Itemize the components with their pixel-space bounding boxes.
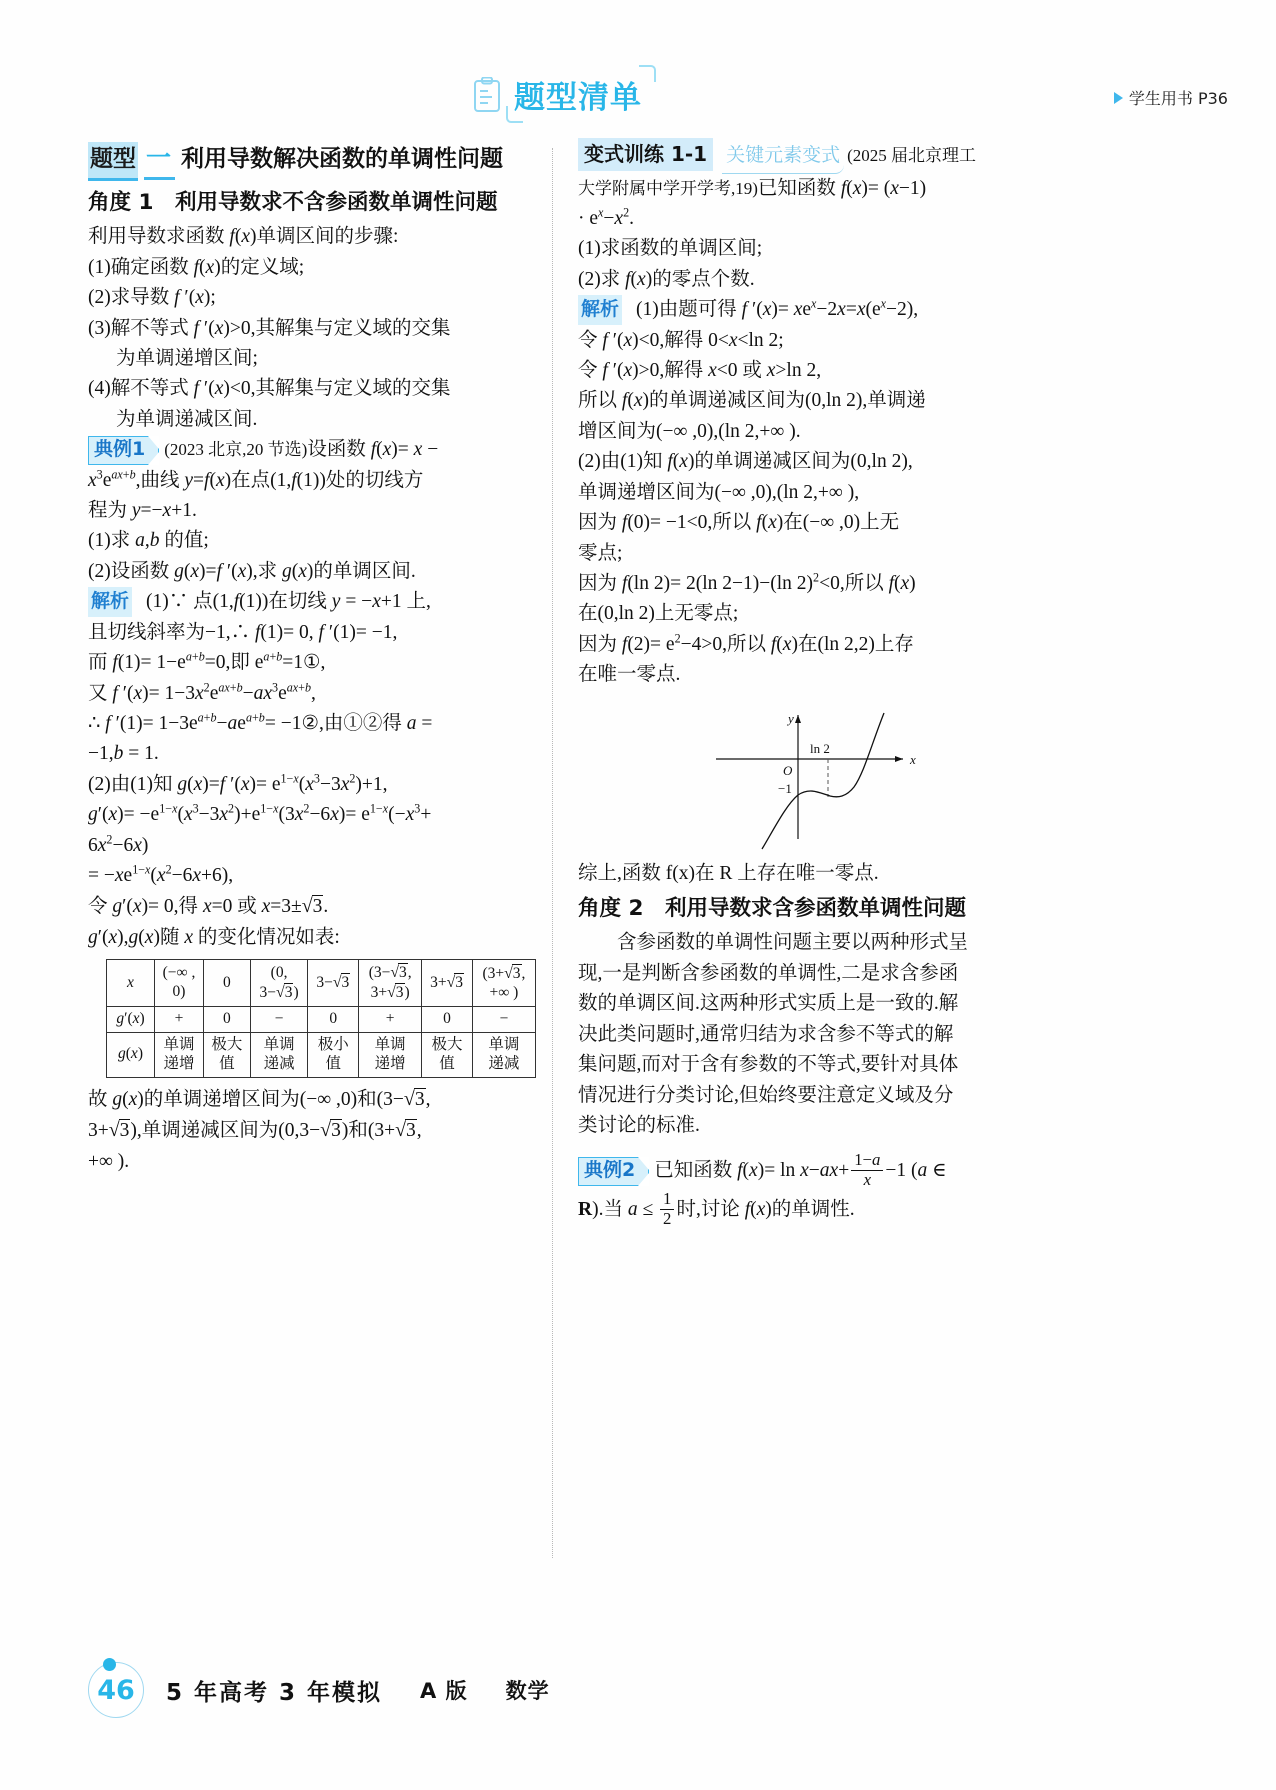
graph-x-label: x bbox=[910, 751, 916, 767]
step-4-cont: 为单调递减区间. bbox=[116, 408, 258, 430]
example1-line-3: 程为 y=−x+1. bbox=[88, 500, 197, 522]
section-title: 利用导数解决函数的单调性问题 bbox=[181, 146, 504, 172]
page-title bbox=[512, 72, 652, 117]
angle2-line-1: 含参函数的单调性问题主要以两种形式呈 bbox=[578, 932, 969, 954]
table-cell-x-2: 0 bbox=[204, 960, 251, 1007]
conclusion1-line-1: 故 g(x)的单调递增区间为(−∞ ,0)和(3−√3, bbox=[88, 1087, 431, 1110]
clipboard-icon bbox=[472, 77, 502, 113]
solution2-line-10: 因为 f(ln 2)= 2(ln 2−1)−(ln 2)$^2$<0,所以 f(x) bbox=[578, 570, 916, 594]
angle2-line-3: 数的单调区间.这两种形式实质上是一致的.解 bbox=[578, 993, 959, 1015]
solution2-line-8: 因为 f(0)= −1<0,所以 f(x)在(−∞ ,0)上无 bbox=[578, 512, 900, 534]
solution2-line-13: 在唯一零点. bbox=[578, 664, 681, 686]
variant-q1: (1)求函数的单调区间; bbox=[578, 238, 763, 260]
variation-table bbox=[106, 959, 536, 1078]
step-2: (2)求导数 f ′(x); bbox=[88, 287, 216, 309]
page-header bbox=[0, 72, 1276, 128]
table-cell-gp-2: 0 bbox=[204, 1006, 251, 1032]
table-cell-gp-5: + bbox=[359, 1006, 422, 1032]
solution2-line-11: 在(0,ln 2)上无零点; bbox=[578, 603, 739, 625]
solution2-line-4: 所以 f(x)的单调递减区间为(0,ln 2),单调递 bbox=[578, 390, 926, 412]
solution2-line-2: 令 f ′(x)<0,解得 0<x<ln 2; bbox=[578, 329, 784, 351]
solution1-line-7: (2)由(1)知 g(x)=f $'(x)= e^{1-x}(x^3-3x^2)+1$, bbox=[88, 771, 388, 795]
solution2-line-7: 单调递增区间为(−∞ ,0),(ln 2,+∞ ), bbox=[578, 481, 860, 503]
solution1-line-8: $g'(x)= -e^{1-x}(x^3-3x^2)+e^{1-x}(3x^2-6x)= e^{1-x}(-x^3+$ bbox=[88, 801, 432, 826]
table-cell-g-6: 极大 值 bbox=[422, 1032, 473, 1077]
variant-line-2: · $e^x-x^2$. bbox=[578, 205, 634, 230]
variant-q2: (2)求 f(x)的零点个数. bbox=[578, 268, 755, 290]
graph-ln2-label: ln 2 bbox=[810, 740, 830, 756]
conclusion1-line-3: +∞ ). bbox=[88, 1150, 130, 1172]
step-3: (3)解不等式 f ′(x)>0,其解集与定义域的交集 bbox=[88, 317, 451, 339]
two-column-body bbox=[0, 138, 1276, 1638]
footer-subject: 数学 bbox=[505, 1679, 550, 1703]
page-title-text: 题型清单 bbox=[514, 80, 642, 116]
solution2-line-9: 零点; bbox=[578, 542, 623, 564]
steps-intro: 利用导数求函数 f(x)单调区间的步骤: bbox=[88, 226, 399, 248]
step-4: (4)解不等式 f ′(x)<0,其解集与定义域的交集 bbox=[88, 378, 451, 400]
table-row-x bbox=[107, 960, 536, 1007]
angle2-line-5: 集问题,而对于含有参数的不等式,要针对具体 bbox=[578, 1054, 959, 1076]
example1-q1: (1)求 a,b 的值; bbox=[88, 530, 209, 552]
table-cell-g-4: 极小 值 bbox=[308, 1032, 359, 1077]
table-cell-gp-4: 0 bbox=[308, 1006, 359, 1032]
table-rowlabel-gprime: g′(x) bbox=[107, 1006, 155, 1032]
example1-badge: 典例1 bbox=[88, 436, 159, 465]
solution1-line-6: −1,b = 1. bbox=[88, 743, 159, 765]
table-cell-x-3: (0, 3−√3) bbox=[250, 960, 308, 1007]
variant-heading bbox=[578, 138, 1048, 174]
angle1-title: 角度 1 利用导数求不含参函数单调性问题 bbox=[88, 189, 498, 215]
variant-tag: 关键元素变式 bbox=[722, 141, 844, 174]
solution2-line-3: 令 f ′(x)>0,解得 x<0 或 x>ln 2, bbox=[578, 360, 822, 382]
angle2-line-4: 决此类问题时,通常归结为求含参不等式的解 bbox=[578, 1023, 954, 1045]
table-rowlabel-x: x bbox=[107, 960, 155, 1007]
function-graph-figure bbox=[578, 701, 1048, 851]
student-book-ref-text: 学生用书 P36 bbox=[1128, 89, 1228, 108]
jiexi-label-right: 解析 bbox=[578, 295, 622, 325]
table-row-gprime bbox=[107, 1006, 536, 1032]
solution2-line-1: 解析 (1)由题可得 f $'(x)= xe^x-2x=x(e^x-2)$, bbox=[578, 295, 1048, 325]
table-cell-gp-6: 0 bbox=[422, 1006, 473, 1032]
angle2-line-6: 情况进行分类讨论,但始终要注意定义域及分 bbox=[578, 1084, 954, 1106]
solution1-line-4: 又 f $'(x)= 1-3x^2e^{ax+b}-ax^3e^{ax+b}$, bbox=[88, 680, 316, 704]
variant-line-1: 大学附属中学开学考,19)已知函数 f(x)= (x−1) bbox=[578, 177, 927, 199]
solution1-line-12: g′(x),g(x)随 x 的变化情况如表: bbox=[88, 926, 340, 948]
table-cell-gp-7: − bbox=[472, 1006, 535, 1032]
example1-line: 典例1 (2023 北京,20 节选)设函数 f(x)= x − bbox=[88, 435, 558, 465]
table-cell-g-7: 单调 递减 bbox=[472, 1032, 535, 1077]
example1-line-2: $x^3e^{ax+b}$,曲线 y=f(x)在点(1,f(1))处的切线方 bbox=[88, 467, 424, 491]
right-column bbox=[578, 138, 1048, 1229]
solution1-line-5: ∴ f $'(1)= 1-3e^{a+b}-ae^{a+b}=$ −1②,由①②得 a = bbox=[88, 710, 433, 734]
table-row-g bbox=[107, 1032, 536, 1077]
step-1: (1)确定函数 f(x)的定义域; bbox=[88, 256, 305, 278]
function-graph-svg bbox=[688, 701, 938, 851]
table-cell-x-1: (−∞ , 0) bbox=[155, 960, 204, 1007]
angle2-title: 角度 2 利用导数求含参函数单调性问题 bbox=[578, 895, 966, 921]
angle2-line-7: 类讨论的标准. bbox=[578, 1114, 700, 1136]
table-cell-x-4: 3−√3 bbox=[308, 960, 359, 1007]
section-heading bbox=[88, 138, 558, 181]
arrow-right-icon bbox=[1114, 92, 1123, 104]
example2-badge: 典例2 bbox=[578, 1157, 649, 1186]
solution1-line-3: 而 $f(1)= 1-e^{a+b}=0$,即 $e^{a+b}=1①$, bbox=[88, 649, 326, 674]
angle2-line-2: 现,一是判断含参函数的单调性,二是求含参函 bbox=[578, 962, 959, 984]
solution1-line-1: 解析 (1)∵ 点(1,f(1))在切线 y = −x+1 上, bbox=[88, 587, 558, 617]
solution2-line-5: 增区间为(−∞ ,0),(ln 2,+∞ ). bbox=[578, 420, 801, 442]
table-rowlabel-g: g(x) bbox=[107, 1032, 155, 1077]
footer-edition: A 版 bbox=[420, 1679, 468, 1703]
header-title-badge bbox=[472, 72, 652, 117]
solution2-line-6: (2)由(1)知 f(x)的单调递减区间为(0,ln 2), bbox=[578, 451, 913, 473]
example1-q2: (2)设函数 g(x)=f ′(x),求 g(x)的单调区间. bbox=[88, 560, 416, 582]
step-3-cont: 为单调递增区间; bbox=[116, 348, 258, 370]
solution1-line-9: $6x^2-6x$) bbox=[88, 832, 149, 856]
section-tag: 题型 bbox=[88, 142, 138, 181]
table-cell-x-6: 3+√3 bbox=[422, 960, 473, 1007]
left-column bbox=[88, 138, 558, 1177]
table-cell-gp-3: − bbox=[250, 1006, 308, 1032]
corner-bracket-left-icon bbox=[506, 106, 523, 123]
footer-title: 5 年高考 3 年模拟 bbox=[166, 1679, 383, 1706]
table-cell-g-1: 单调 递增 bbox=[155, 1032, 204, 1077]
table-cell-gp-1: + bbox=[155, 1006, 204, 1032]
table-cell-g-2: 极大 值 bbox=[204, 1032, 251, 1077]
table-cell-g-3: 单调 递减 bbox=[250, 1032, 308, 1077]
solution1-line-2: 且切线斜率为−1,∴ f(1)= 0, f ′(1)= −1, bbox=[88, 621, 398, 643]
page-number-badge: 46 bbox=[88, 1662, 144, 1718]
section-number: 一 bbox=[144, 138, 175, 180]
table-cell-x-7: (3+√3, +∞ ) bbox=[472, 960, 535, 1007]
solution1-line-10: = $-xe^{1-x}(x^2-6x+6)$, bbox=[88, 862, 234, 886]
graph-minus-one-label: −1 bbox=[778, 780, 792, 796]
jiexi-label-left: 解析 bbox=[88, 587, 132, 617]
example2-line-2: R).当 a ≤ $\frac{1}{2}$ 时,讨论 f(x)的单调性. bbox=[578, 1188, 855, 1228]
graph-origin-label: O bbox=[783, 762, 793, 778]
corner-bracket-right-icon bbox=[639, 65, 656, 82]
solution2-line-12: 因为 $f(2)= e^2-4>0$,所以 f(x)在(ln 2,2)上存 bbox=[578, 631, 914, 655]
variant-source: (2025 届北京理工 bbox=[847, 146, 977, 165]
page-footer bbox=[88, 1662, 550, 1718]
figure-conclusion: 综上,函数 f(x)在 R 上存在唯一零点. bbox=[578, 862, 879, 884]
table-cell-g-5: 单调 递增 bbox=[359, 1032, 422, 1077]
solution1-line-11: 令 g′(x)= 0,得 x=0 或 x=3±√3. bbox=[88, 895, 329, 918]
variant-badge: 变式训练 1-1 bbox=[578, 138, 713, 171]
table-cell-x-5: (3−√3, 3+√3) bbox=[359, 960, 422, 1007]
graph-y-label: y bbox=[788, 710, 794, 726]
conclusion1-line-2: 3+√3),单调递减区间为(0,3−√3)和(3+√3, bbox=[88, 1119, 422, 1142]
example2-line-1: 典例2 已知函数 f(x)= ln x−ax+ $\frac{1-a}{x}$ −1 (a ∈ bbox=[578, 1151, 1048, 1190]
student-book-ref bbox=[1114, 86, 1228, 109]
